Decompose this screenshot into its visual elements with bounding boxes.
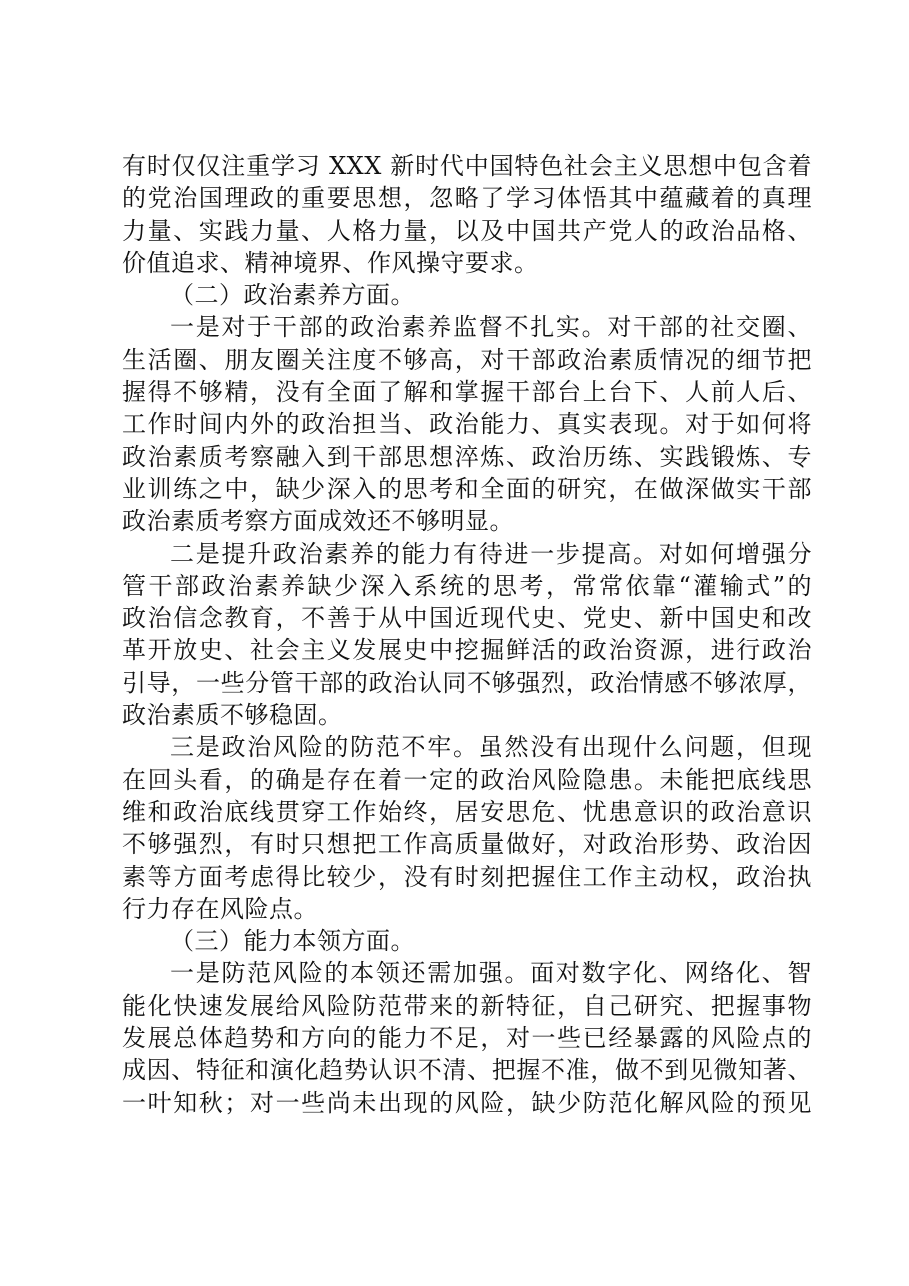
- text-line: 引导，一些分管干部的政治认同不够强烈，政治情感不够浓厚，: [122, 668, 812, 697]
- paragraph-first-line: （二）政治素养方面。: [170, 281, 415, 310]
- text-line: 政治素质考察方面成效还不够明显。: [122, 507, 514, 536]
- text-line: 革开放史、社会主义发展史中挖掘鲜活的政治资源，进行政治: [122, 636, 812, 665]
- paragraph-first-line: 三是政治风险的防范不牢。虽然没有出现什么问题，但现: [170, 733, 812, 762]
- text-line: 素等方面考虑得比较少，没有时刻把握住工作主动权，政治执: [122, 862, 812, 891]
- paragraph-first-line: 二是提升政治素养的能力有待进一步提高。对如何增强分: [170, 539, 812, 568]
- text-line: 在回头看，的确是存在着一定的政治风险隐患。未能把底线思: [122, 765, 812, 794]
- text-line: 价值追求、精神境界、作风操守要求。: [122, 248, 539, 277]
- text-line: 政治素质不够稳固。: [122, 701, 343, 730]
- text-line: 维和政治底线贯穿工作始终，居安思危、忧患意识的政治意识: [122, 797, 812, 826]
- text-line: 成因、特征和演化趋势认识不清、把握不准，做不到见微知著、: [122, 1056, 812, 1085]
- text-line: 握得不够精，没有全面了解和掌握干部台上台下、人前人后、: [122, 378, 812, 407]
- text-line: 政治素质考察融入到干部思想淬炼、政治历练、实践锻炼、专: [122, 442, 812, 471]
- text-line: 发展总体趋势和方向的能力不足，对一些已经暴露的风险点的: [122, 1024, 812, 1053]
- text-line: 管干部政治素养缺少深入系统的思考，常常依靠“灌输式”的: [122, 571, 812, 600]
- text-line: 能化快速发展给风险防范带来的新特征，自己研究、把握事物: [122, 991, 812, 1020]
- text-line: 政治信念教育，不善于从中国近现代史、党史、新中国史和改: [122, 604, 812, 633]
- text-line: 力量、实践力量、人格力量，以及中国共产党人的政治品格、: [122, 216, 812, 245]
- document-page: [122, 150, 812, 1119]
- text-line: 业训练之中，缺少深入的思考和全面的研究，在做深做实干部: [122, 474, 812, 503]
- paragraph-first-line: 一是防范风险的本领还需加强。面对数字化、网络化、智: [170, 959, 812, 988]
- text-line: 有时仅仅注重学习 XXX 新时代中国特色社会主义思想中包含着: [122, 152, 812, 180]
- text-line: 生活圈、朋友圈关注度不够高，对干部政治素质情况的细节把: [122, 345, 812, 374]
- text-line: 不够强烈，有时只想把工作高质量做好，对政治形势、政治因: [122, 830, 812, 859]
- text-line: 的党治国理政的重要思想，忽略了学习体悟其中蕴藏着的真理: [122, 184, 812, 213]
- paragraph-first-line: 一是对于干部的政治素养监督不扎实。对干部的社交圈、: [170, 313, 812, 342]
- text-line: 行力存在风险点。: [122, 894, 318, 923]
- text-line: 工作时间内外的政治担当、政治能力、真实表现。对于如何将: [122, 410, 812, 439]
- paragraph-first-line: （三）能力本领方面。: [170, 927, 415, 956]
- text-line: 一叶知秋；对一些尚未出现的风险，缺少防范化解风险的预见: [122, 1088, 812, 1117]
